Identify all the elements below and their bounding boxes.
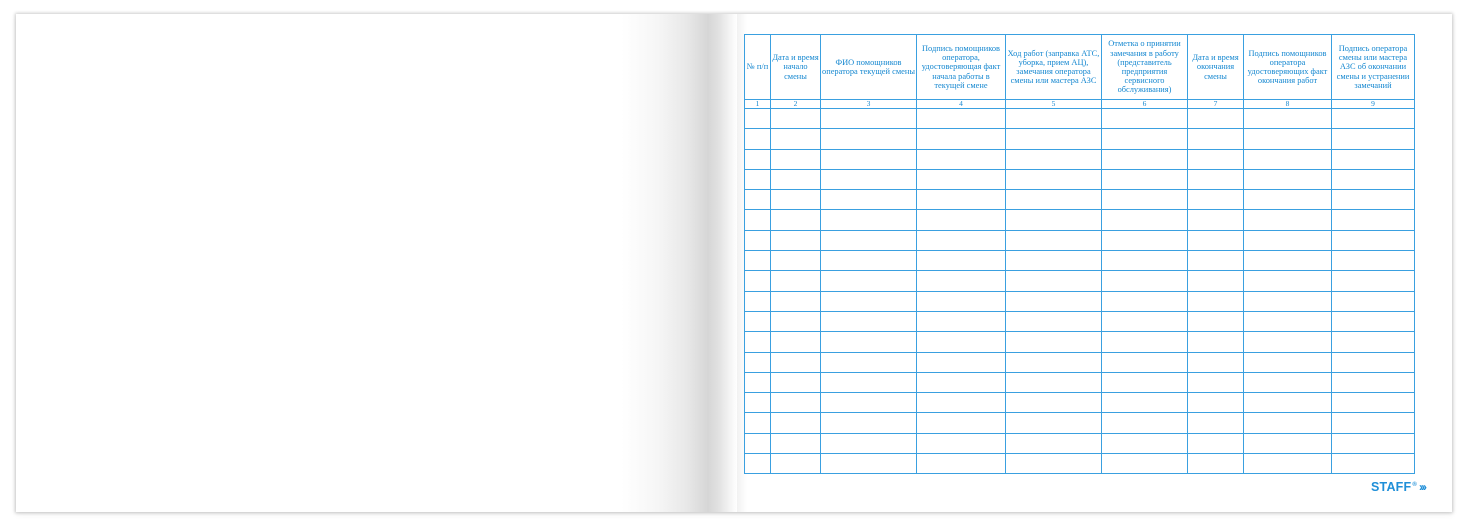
table-cell [917,169,1006,189]
column-header: ФИО помощников оператора текущей смены [821,35,917,100]
table-cell [771,393,821,413]
table-cell [1244,372,1332,392]
table-row [745,433,1415,453]
journal-table [744,34,1415,474]
table-cell [1006,393,1102,413]
table-cell [1244,230,1332,250]
table-cell [745,210,771,230]
table-cell [917,393,1006,413]
table-cell [1006,169,1102,189]
table-cell [1188,433,1244,453]
table-cell [1188,129,1244,149]
table-cell [1102,332,1188,352]
table-cell [745,251,771,271]
table-cell [1006,413,1102,433]
table-cell [917,251,1006,271]
table-row [745,291,1415,311]
table-cell [1006,190,1102,210]
table-cell [821,291,917,311]
table-cell [821,352,917,372]
left-page [16,14,737,512]
table-cell [1188,372,1244,392]
table-cell [745,454,771,474]
table-cell [1006,129,1102,149]
table-cell [1188,149,1244,169]
table-cell [1244,433,1332,453]
table-cell [1332,291,1415,311]
table-cell [771,332,821,352]
table-row [745,190,1415,210]
table-cell [1332,109,1415,129]
table-row [745,149,1415,169]
table-cell [771,372,821,392]
table-cell [821,271,917,291]
table-cell [1244,271,1332,291]
column-header: Отметка о принятии замечания в работу (представитель предприятия сервисного обслуживания) [1102,35,1188,100]
table-cell [1102,413,1188,433]
table-cell [821,230,917,250]
table-cell [1102,454,1188,474]
column-number-row [745,100,1415,109]
table-cell [771,433,821,453]
table-cell [1244,109,1332,129]
table-cell [1332,413,1415,433]
table-cell [917,210,1006,230]
table-row [745,129,1415,149]
table-cell [745,291,771,311]
column-header: Дата и время начало смены [771,35,821,100]
table-cell [1332,332,1415,352]
table-cell [917,454,1006,474]
table-cell [745,129,771,149]
table-cell [1244,129,1332,149]
registered-mark: ® [1412,482,1417,488]
table-cell [917,149,1006,169]
table-cell [1332,433,1415,453]
table-cell [1188,251,1244,271]
table-cell [1102,251,1188,271]
table-cell [1188,352,1244,372]
column-header: Подпись оператора смены или мастера АЗС об окончании смены и устранении замечаний [1332,35,1415,100]
table-row [745,210,1415,230]
table-row [745,413,1415,433]
table-cell [917,129,1006,149]
table-cell [821,311,917,331]
table-cell [1006,230,1102,250]
table-cell [1244,149,1332,169]
table-cell [821,433,917,453]
table-cell [1244,454,1332,474]
table-cell [771,352,821,372]
table-cell [1244,352,1332,372]
table-cell [1102,129,1188,149]
table-cell [1244,190,1332,210]
table-cell [821,190,917,210]
table-cell [1244,210,1332,230]
table-row [745,169,1415,189]
table-cell [1332,352,1415,372]
table-cell [1332,129,1415,149]
table-cell [745,372,771,392]
table-row [745,230,1415,250]
table-cell [1188,109,1244,129]
table-cell [745,271,771,291]
column-number: 2 [771,100,821,109]
table-cell [1102,372,1188,392]
table-cell [1102,190,1188,210]
table-cell [1006,454,1102,474]
table-cell [917,109,1006,129]
chevrons-icon: ››› [1418,480,1425,494]
table-cell [821,372,917,392]
table-cell [745,190,771,210]
table-cell [1102,210,1188,230]
table-cell [917,291,1006,311]
table-row [745,251,1415,271]
table-cell [1006,210,1102,230]
table-cell [771,169,821,189]
table-cell [1244,311,1332,331]
column-header: Подпись помощников оператора, удостоверяющая факт начала работы в текущей смене [917,35,1006,100]
table-cell [745,230,771,250]
header-row [745,35,1415,100]
table-cell [917,372,1006,392]
table-cell [1006,332,1102,352]
column-number: 6 [1102,100,1188,109]
table-cell [1102,311,1188,331]
table-cell [1188,190,1244,210]
table-cell [745,352,771,372]
table-row [745,271,1415,291]
table-cell [771,149,821,169]
table-cell [1188,413,1244,433]
table-cell [1006,311,1102,331]
table-cell [1102,109,1188,129]
table-cell [1332,169,1415,189]
table-cell [1244,393,1332,413]
table-cell [1102,271,1188,291]
table-cell [1102,291,1188,311]
table-cell [1332,210,1415,230]
table-cell [821,169,917,189]
table-cell [771,251,821,271]
table-cell [917,230,1006,250]
table-cell [771,230,821,250]
table-cell [1006,251,1102,271]
table-cell [917,413,1006,433]
table-row [745,454,1415,474]
table-row [745,352,1415,372]
column-header: Дата и время окончания смены [1188,35,1244,100]
table-cell [821,454,917,474]
table-cell [1102,352,1188,372]
table-cell [917,332,1006,352]
table-cell [1006,271,1102,291]
table-cell [771,271,821,291]
table-cell [771,311,821,331]
table-cell [1188,311,1244,331]
table-cell [1332,251,1415,271]
table-cell [745,393,771,413]
table-cell [1102,230,1188,250]
column-number: 9 [1332,100,1415,109]
table-cell [1006,291,1102,311]
table-cell [821,129,917,149]
table-cell [821,413,917,433]
table-cell [917,352,1006,372]
table-cell [1102,393,1188,413]
table-cell [1332,230,1415,250]
table-row [745,332,1415,352]
table-cell [821,149,917,169]
table-cell [771,129,821,149]
table-cell [1332,454,1415,474]
table-cell [917,433,1006,453]
table-cell [745,311,771,331]
column-number: 7 [1188,100,1244,109]
table-row [745,311,1415,331]
table-cell [1188,291,1244,311]
logo-text: STAFF [1371,480,1412,494]
table-cell [821,251,917,271]
table-cell [1102,149,1188,169]
column-header: № п/п [745,35,771,100]
table-cell [771,413,821,433]
table-cell [745,413,771,433]
column-number: 5 [1006,100,1102,109]
table-cell [745,169,771,189]
column-number: 8 [1244,100,1332,109]
table-cell [771,454,821,474]
table-cell [745,433,771,453]
table-cell [771,190,821,210]
column-number: 3 [821,100,917,109]
table-row [745,109,1415,129]
journal-body [745,109,1415,474]
table-cell [1332,372,1415,392]
table-cell [1188,454,1244,474]
table-cell [1244,169,1332,189]
table-cell [1244,332,1332,352]
table-cell [1188,169,1244,189]
column-number: 1 [745,100,771,109]
table-row [745,372,1415,392]
table-cell [1102,169,1188,189]
table-cell [1244,251,1332,271]
table-cell [1188,332,1244,352]
table-cell [1332,393,1415,413]
table-cell [821,393,917,413]
table-cell [1188,210,1244,230]
table-cell [1244,291,1332,311]
table-cell [1102,433,1188,453]
table-cell [1006,149,1102,169]
table-cell [917,271,1006,291]
table-row [745,393,1415,413]
table-cell [771,109,821,129]
table-cell [1006,109,1102,129]
table-cell [1332,271,1415,291]
table-cell [821,109,917,129]
table-cell [917,190,1006,210]
staff-logo [1371,480,1425,494]
table-cell [917,311,1006,331]
table-cell [1188,271,1244,291]
table-cell [1006,372,1102,392]
table-cell [745,149,771,169]
table-cell [1188,393,1244,413]
table-cell [1332,311,1415,331]
column-number: 4 [917,100,1006,109]
table-cell [1006,433,1102,453]
table-cell [1332,149,1415,169]
table-cell [771,291,821,311]
table-cell [745,332,771,352]
table-cell [1332,190,1415,210]
table-cell [821,332,917,352]
table-cell [1244,413,1332,433]
column-header: Подпись помощников оператора удостоверяющих факт окончания работ [1244,35,1332,100]
table-cell [821,210,917,230]
table-cell [1188,230,1244,250]
table-cell [1006,352,1102,372]
table-cell [771,210,821,230]
table-cell [745,109,771,129]
column-header: Ход работ (заправка АТС, уборка, прием АЦ), замечания оператора смены или мастера АЗС [1006,35,1102,100]
